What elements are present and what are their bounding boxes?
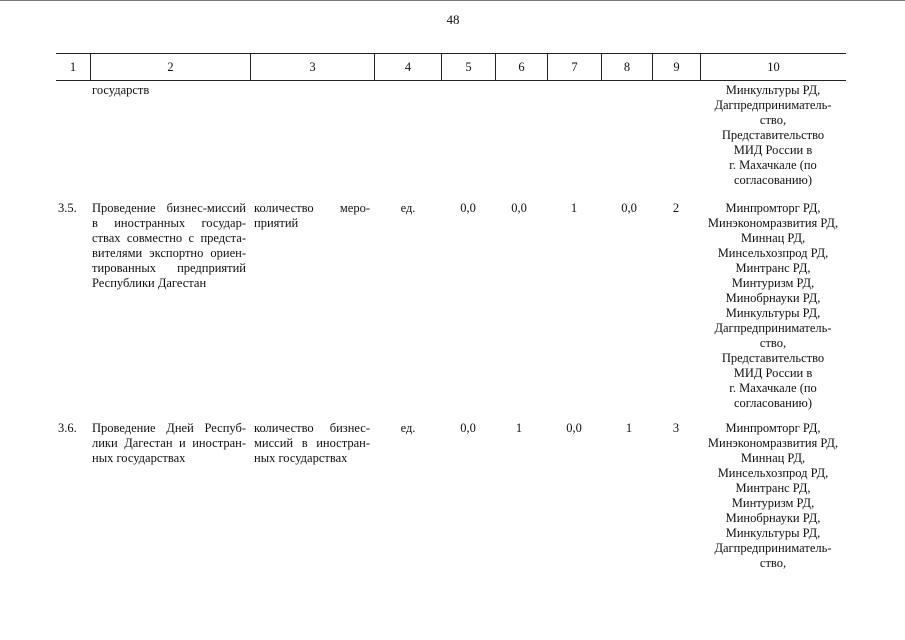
header-col-7: 7 <box>547 54 601 80</box>
row-36-exec-line: Минтранс РД, <box>735 481 811 495</box>
row-35-exec-line: согласованию) <box>733 396 813 410</box>
row-35-name-cell <box>92 201 246 291</box>
header-col-1: 1 <box>69 60 77 74</box>
row-35-exec-line: Дагпредприниматель- <box>714 321 832 335</box>
row-36-indicator-line: миссий в иностран- <box>254 436 370 450</box>
row-35-exec-line: Представительство <box>721 351 825 365</box>
row-35-exec-line: ство, <box>759 336 787 350</box>
cont-exec-line: Дагпредприниматель- <box>714 98 832 112</box>
row-35-unit: ед. <box>400 201 416 215</box>
row-36-value-6: 1 <box>515 421 523 435</box>
row-35-exec-line: Минтранс РД, <box>735 261 811 275</box>
row-36-exec-line: Минкультуры РД, <box>725 526 821 540</box>
row-35-exec-line: г. Махачкале (по <box>729 381 817 395</box>
row-35-value-6: 0,0 <box>511 201 527 215</box>
row-35-exec-line: Миннац РД, <box>740 231 806 245</box>
row-35-number: 3.5. <box>58 201 77 215</box>
row-35-name-line: вителями экспортно ориен- <box>92 246 246 260</box>
row-35-name-line: Республики Дагестан <box>92 276 207 290</box>
header-col-2: 2 <box>90 54 250 80</box>
header-col-4: 4 <box>374 54 441 80</box>
cont-name-line: государств <box>92 83 150 97</box>
cont-exec-line: МИД России в <box>733 143 813 157</box>
row-36-value-8: 1 <box>625 421 633 435</box>
page-top-rule <box>0 0 905 1</box>
row-36-executors-cell <box>700 421 846 571</box>
row-35-exec-line: Минкультуры РД, <box>725 306 821 320</box>
header-col-5: 5 <box>441 54 495 80</box>
row-35-indicator-line: количество меро- <box>254 201 370 215</box>
row-36-exec-line: Миннац РД, <box>740 451 806 465</box>
row-36-exec-line: Дагпредприниматель- <box>714 541 832 555</box>
cont-exec-line: ство, <box>759 113 787 127</box>
cont-exec-line: согласованию) <box>733 173 813 187</box>
row-35-exec-line: Минтуризм РД, <box>731 276 815 290</box>
cont-name-cell <box>92 83 246 98</box>
table-header <box>56 53 846 81</box>
row-35-exec-line: Минпромторг РД, <box>725 201 821 215</box>
row-35-value-5: 0,0 <box>460 201 476 215</box>
row-35-name-line: Проведение бизнес-миссий <box>92 201 246 215</box>
cont-exec-line: г. Махачкале (по <box>729 158 817 172</box>
row-35-exec-line: Минэкономразвития РД, <box>707 216 839 230</box>
row-36-name-line: ных государствах <box>92 451 186 465</box>
row-35-executors-cell <box>700 201 846 411</box>
row-36-exec-line: Минтуризм РД, <box>731 496 815 510</box>
row-36-exec-line: Минобрнауки РД, <box>725 511 821 525</box>
page-number: 48 <box>446 12 460 27</box>
row-36-name-line: Проведение Дней Респуб- <box>92 421 246 435</box>
row-35-indicator-line: приятий <box>254 216 299 230</box>
row-36-value-5: 0,0 <box>460 421 476 435</box>
row-35-value-8: 0,0 <box>621 201 637 215</box>
cont-exec-line: Минкультуры РД, <box>725 83 821 97</box>
row-35-indicator-cell <box>254 201 370 231</box>
row-36-exec-line: Минпромторг РД, <box>725 421 821 435</box>
row-36-indicator-line: ных государствах <box>254 451 348 465</box>
row-36-value-7: 0,0 <box>566 421 582 435</box>
row-36-exec-line: Минэкономразвития РД, <box>707 436 839 450</box>
header-col-6: 6 <box>495 54 547 80</box>
row-36-unit: ед. <box>400 421 416 435</box>
row-35-exec-line: МИД России в <box>733 366 813 380</box>
cont-exec-line: Представительство <box>721 128 825 142</box>
row-36-value-9: 3 <box>672 421 680 435</box>
row-36-name-cell <box>92 421 246 466</box>
header-col-10: 10 <box>700 54 846 80</box>
cont-executors-cell <box>700 83 846 188</box>
row-36-name-line: лики Дагестан и иностран- <box>92 436 246 450</box>
row-36-exec-line: Минсельхозпрод РД, <box>717 466 829 480</box>
header-col-8: 8 <box>601 54 652 80</box>
header-col-3: 3 <box>250 54 374 80</box>
row-35-exec-line: Минсельхозпрод РД, <box>717 246 829 260</box>
row-35-name-line: тированных предприятий <box>92 261 246 275</box>
row-35-value-9: 2 <box>672 201 680 215</box>
row-35-name-line: в иностранных государ- <box>92 216 246 230</box>
row-35-name-line: ствах совместно с предста- <box>92 231 246 245</box>
row-35-value-7: 1 <box>570 201 578 215</box>
row-36-indicator-cell <box>254 421 370 466</box>
row-36-exec-line: ство, <box>759 556 787 570</box>
header-col-9: 9 <box>652 54 700 80</box>
row-36-number: 3.6. <box>58 421 77 435</box>
row-36-indicator-line: количество бизнес- <box>254 421 370 435</box>
row-35-exec-line: Минобрнауки РД, <box>725 291 821 305</box>
